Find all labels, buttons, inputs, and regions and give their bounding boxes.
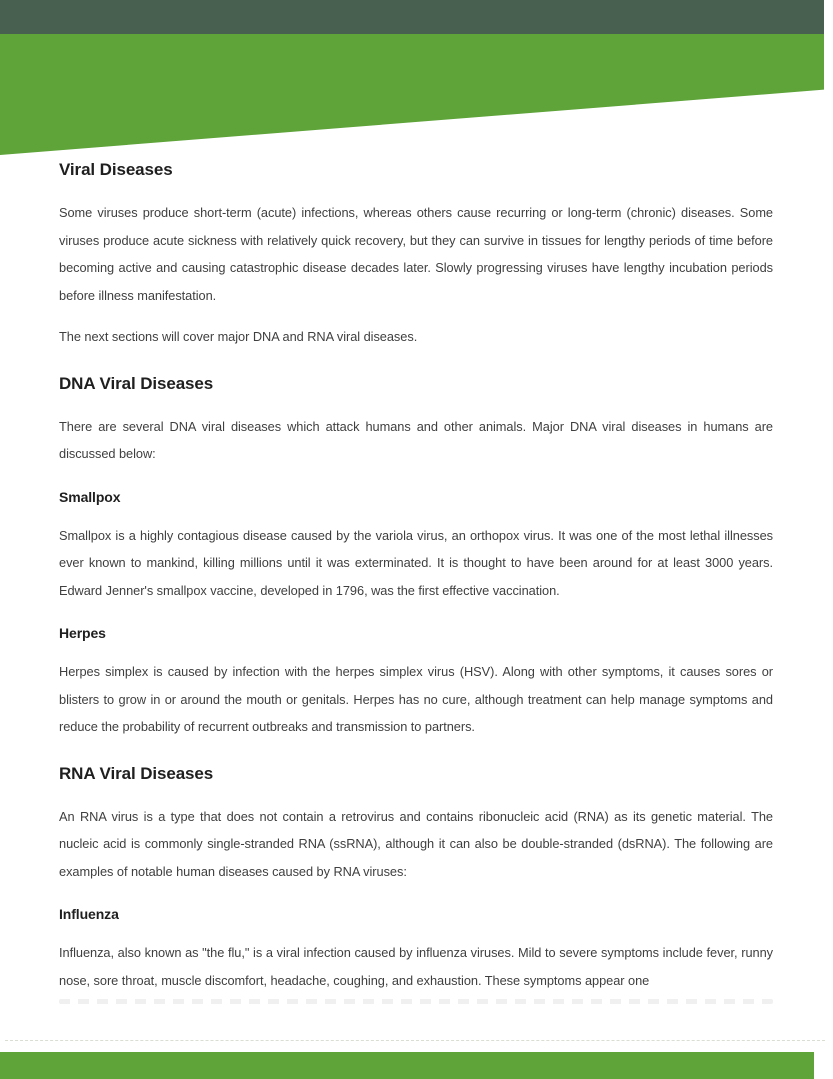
header-green-diagonal-banner — [0, 34, 824, 155]
subsection-heading-herpes: Herpes — [59, 625, 106, 641]
document-body — [59, 155, 773, 1008]
paragraph: The next sections will cover major DNA and RNA viral diseases. — [59, 329, 418, 344]
subsection-heading-influenza: Influenza — [59, 906, 119, 922]
section-heading-rna: RNA Viral Diseases — [59, 763, 214, 783]
section-heading-dna: DNA Viral Diseases — [59, 373, 214, 393]
header-dark-green-bar — [0, 0, 824, 34]
paragraph: Smallpox is a highly contagious disease caused by the variola virus, an orthopox virus. It was one of the most lethal illnesses ever known to mankind, killing millions until it was exterminated. It is thought to have been around for at least 3000 years. Edward Jenner's smallpox vaccine, developed in 1796, was the first effective vaccination. — [59, 527, 773, 598]
footer-dashed-line — [5, 1040, 825, 1041]
subsection-heading-smallpox: Smallpox — [59, 488, 121, 505]
paragraph: Herpes simplex is caused by infection with the herpes simplex virus (HSV). Along with other symptoms, it causes sores or blisters to grow in or around the mouth or genitals. Herpes has no cure, although treatment can help manage symptoms and reduce the probability of recurrent outbreaks and transmission to partners. — [59, 664, 773, 734]
paragraph: There are several DNA viral diseases which attack humans and other animals. Major DNA viral diseases in humans are discussed below: — [59, 418, 773, 461]
document-title: Viral Diseases — [59, 160, 173, 179]
clipped-text-remnant — [59, 999, 773, 1004]
paragraph: An RNA virus is a type that does not contain a retrovirus and contains ribonucleic acid (RNA) as its genetic material. The nucleic acid is commonly single-stranded RNA (ssRNA), although it can also be double-stranded (dsRNA). The following are examples of notable human diseases caused by RNA viruses: — [59, 808, 773, 879]
paragraph: Some viruses produce short-term (acute) infections, whereas others cause recurring or long-term (chronic) diseases. Some viruses produce acute sickness with relatively quick recovery, but they can survive in tissues for lengthy periods of time before becoming active and causing catastrophic disease decades later. Slowly progressing viruses have lengthy incubation periods before illness manifestation. — [59, 205, 773, 303]
footer-green-bar — [0, 1052, 814, 1079]
paragraph: Influenza, also known as "the flu," is a viral infection caused by influenza viruses. Mild to severe symptoms include fever, runny nose, sore throat, muscle discomfort, headache, coughing, and exhaustion. These symptoms appear one — [59, 945, 773, 988]
